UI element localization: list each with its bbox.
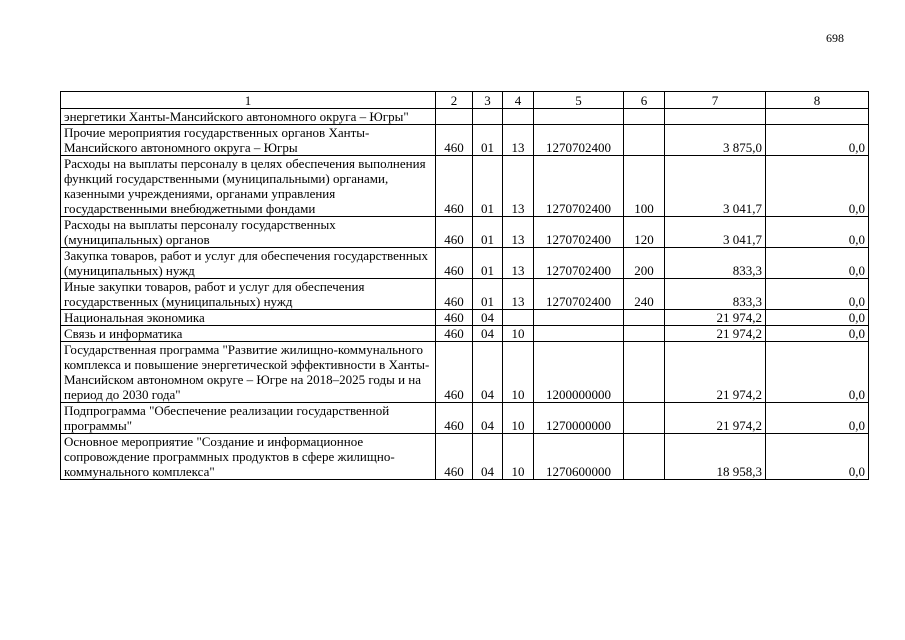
cell-c2: 460 — [436, 279, 473, 310]
cell-c5: 1200000000 — [534, 342, 624, 403]
cell-c5: 1270702400 — [534, 125, 624, 156]
cell-c8 — [766, 109, 869, 125]
cell-c8: 0,0 — [766, 217, 869, 248]
cell-c7: 3 041,7 — [665, 156, 766, 217]
cell-c3: 01 — [473, 217, 503, 248]
cell-c2: 460 — [436, 403, 473, 434]
cell-c8: 0,0 — [766, 403, 869, 434]
row-name: Иные закупки товаров, работ и услуг для обеспечения государственных (муниципальных) нужд — [61, 279, 436, 310]
row-name: Расходы на выплаты персоналу государственных (муниципальных) органов — [61, 217, 436, 248]
row-name: энергетики Ханты-Мансийского автономного округа – Югры" — [61, 109, 436, 125]
table-header-row — [61, 92, 869, 109]
row-name: Основное мероприятие "Создание и информационное сопровождение программных продуктов в сфере жилищно-коммунального комплекса" — [61, 434, 436, 480]
row-name: Подпрограмма "Обеспечение реализации государственной программы" — [61, 403, 436, 434]
cell-c8: 0,0 — [766, 279, 869, 310]
cell-c2: 460 — [436, 248, 473, 279]
cell-c2: 460 — [436, 156, 473, 217]
column-header: 6 — [624, 92, 665, 109]
cell-c7: 18 958,3 — [665, 434, 766, 480]
cell-c3: 01 — [473, 156, 503, 217]
cell-c7: 21 974,2 — [665, 310, 766, 326]
column-header: 5 — [534, 92, 624, 109]
column-header: 4 — [503, 92, 534, 109]
table-row — [61, 310, 869, 326]
cell-c5: 1270702400 — [534, 279, 624, 310]
cell-c4: 10 — [503, 326, 534, 342]
table-row — [61, 434, 869, 480]
cell-c3: 04 — [473, 326, 503, 342]
column-header: 3 — [473, 92, 503, 109]
cell-c7: 833,3 — [665, 279, 766, 310]
table-row — [61, 217, 869, 248]
table-row — [61, 156, 869, 217]
cell-c5: 1270600000 — [534, 434, 624, 480]
cell-c6: 200 — [624, 248, 665, 279]
cell-c5: 1270000000 — [534, 403, 624, 434]
cell-c7: 3 875,0 — [665, 125, 766, 156]
cell-c4: 13 — [503, 248, 534, 279]
cell-c5: 1270702400 — [534, 156, 624, 217]
column-header: 8 — [766, 92, 869, 109]
cell-c6 — [624, 326, 665, 342]
cell-c7: 21 974,2 — [665, 403, 766, 434]
table-row — [61, 125, 869, 156]
cell-c6 — [624, 403, 665, 434]
cell-c5 — [534, 326, 624, 342]
cell-c5 — [534, 109, 624, 125]
page-number: 698 — [826, 31, 844, 45]
row-name: Прочие мероприятия государственных органов Ханты-Мансийского автономного округа – Югры — [61, 125, 436, 156]
cell-c6: 120 — [624, 217, 665, 248]
cell-c6 — [624, 310, 665, 326]
cell-c5: 1270702400 — [534, 248, 624, 279]
row-name: Национальная экономика — [61, 310, 436, 326]
cell-c6: 240 — [624, 279, 665, 310]
cell-c7: 833,3 — [665, 248, 766, 279]
cell-c2: 460 — [436, 434, 473, 480]
cell-c4: 13 — [503, 217, 534, 248]
cell-c4 — [503, 310, 534, 326]
cell-c4 — [503, 109, 534, 125]
column-header: 1 — [61, 92, 436, 109]
cell-c2: 460 — [436, 326, 473, 342]
cell-c6 — [624, 342, 665, 403]
cell-c8: 0,0 — [766, 125, 869, 156]
cell-c3: 04 — [473, 434, 503, 480]
cell-c2 — [436, 109, 473, 125]
cell-c7: 3 041,7 — [665, 217, 766, 248]
cell-c8: 0,0 — [766, 156, 869, 217]
row-name: Закупка товаров, работ и услуг для обеспечения государственных (муниципальных) нужд — [61, 248, 436, 279]
cell-c5 — [534, 310, 624, 326]
table-row — [61, 109, 869, 125]
cell-c7: 21 974,2 — [665, 342, 766, 403]
cell-c2: 460 — [436, 310, 473, 326]
cell-c2: 460 — [436, 342, 473, 403]
cell-c3: 04 — [473, 310, 503, 326]
cell-c6 — [624, 125, 665, 156]
table-row — [61, 342, 869, 403]
table-row — [61, 326, 869, 342]
column-header: 7 — [665, 92, 766, 109]
cell-c4: 13 — [503, 279, 534, 310]
cell-c8: 0,0 — [766, 434, 869, 480]
cell-c6 — [624, 109, 665, 125]
cell-c3: 01 — [473, 279, 503, 310]
row-name: Расходы на выплаты персоналу в целях обеспечения выполнения функций государственными (муниципальными) органами, казенными учреждениями, органами управления государственными внебюджетными фондами — [61, 156, 436, 217]
cell-c3: 01 — [473, 248, 503, 279]
cell-c4: 10 — [503, 403, 534, 434]
cell-c5: 1270702400 — [534, 217, 624, 248]
cell-c8: 0,0 — [766, 326, 869, 342]
table-row — [61, 248, 869, 279]
cell-c3: 04 — [473, 403, 503, 434]
cell-c7 — [665, 109, 766, 125]
cell-c8: 0,0 — [766, 310, 869, 326]
cell-c4: 10 — [503, 434, 534, 480]
budget-table — [60, 91, 869, 480]
cell-c3: 04 — [473, 342, 503, 403]
row-name: Государственная программа "Развитие жилищно-коммунального комплекса и повышение энергетической эффективности в Ханты-Мансийском автономном округе – Югре на 2018–2025 годы и на период до 2030 года" — [61, 342, 436, 403]
table-row — [61, 403, 869, 434]
cell-c4: 10 — [503, 342, 534, 403]
cell-c8: 0,0 — [766, 248, 869, 279]
cell-c4: 13 — [503, 125, 534, 156]
table-row — [61, 279, 869, 310]
cell-c6: 100 — [624, 156, 665, 217]
cell-c7: 21 974,2 — [665, 326, 766, 342]
row-name: Связь и информатика — [61, 326, 436, 342]
cell-c6 — [624, 434, 665, 480]
cell-c8: 0,0 — [766, 342, 869, 403]
cell-c2: 460 — [436, 125, 473, 156]
cell-c3 — [473, 109, 503, 125]
cell-c4: 13 — [503, 156, 534, 217]
cell-c3: 01 — [473, 125, 503, 156]
column-header: 2 — [436, 92, 473, 109]
cell-c2: 460 — [436, 217, 473, 248]
